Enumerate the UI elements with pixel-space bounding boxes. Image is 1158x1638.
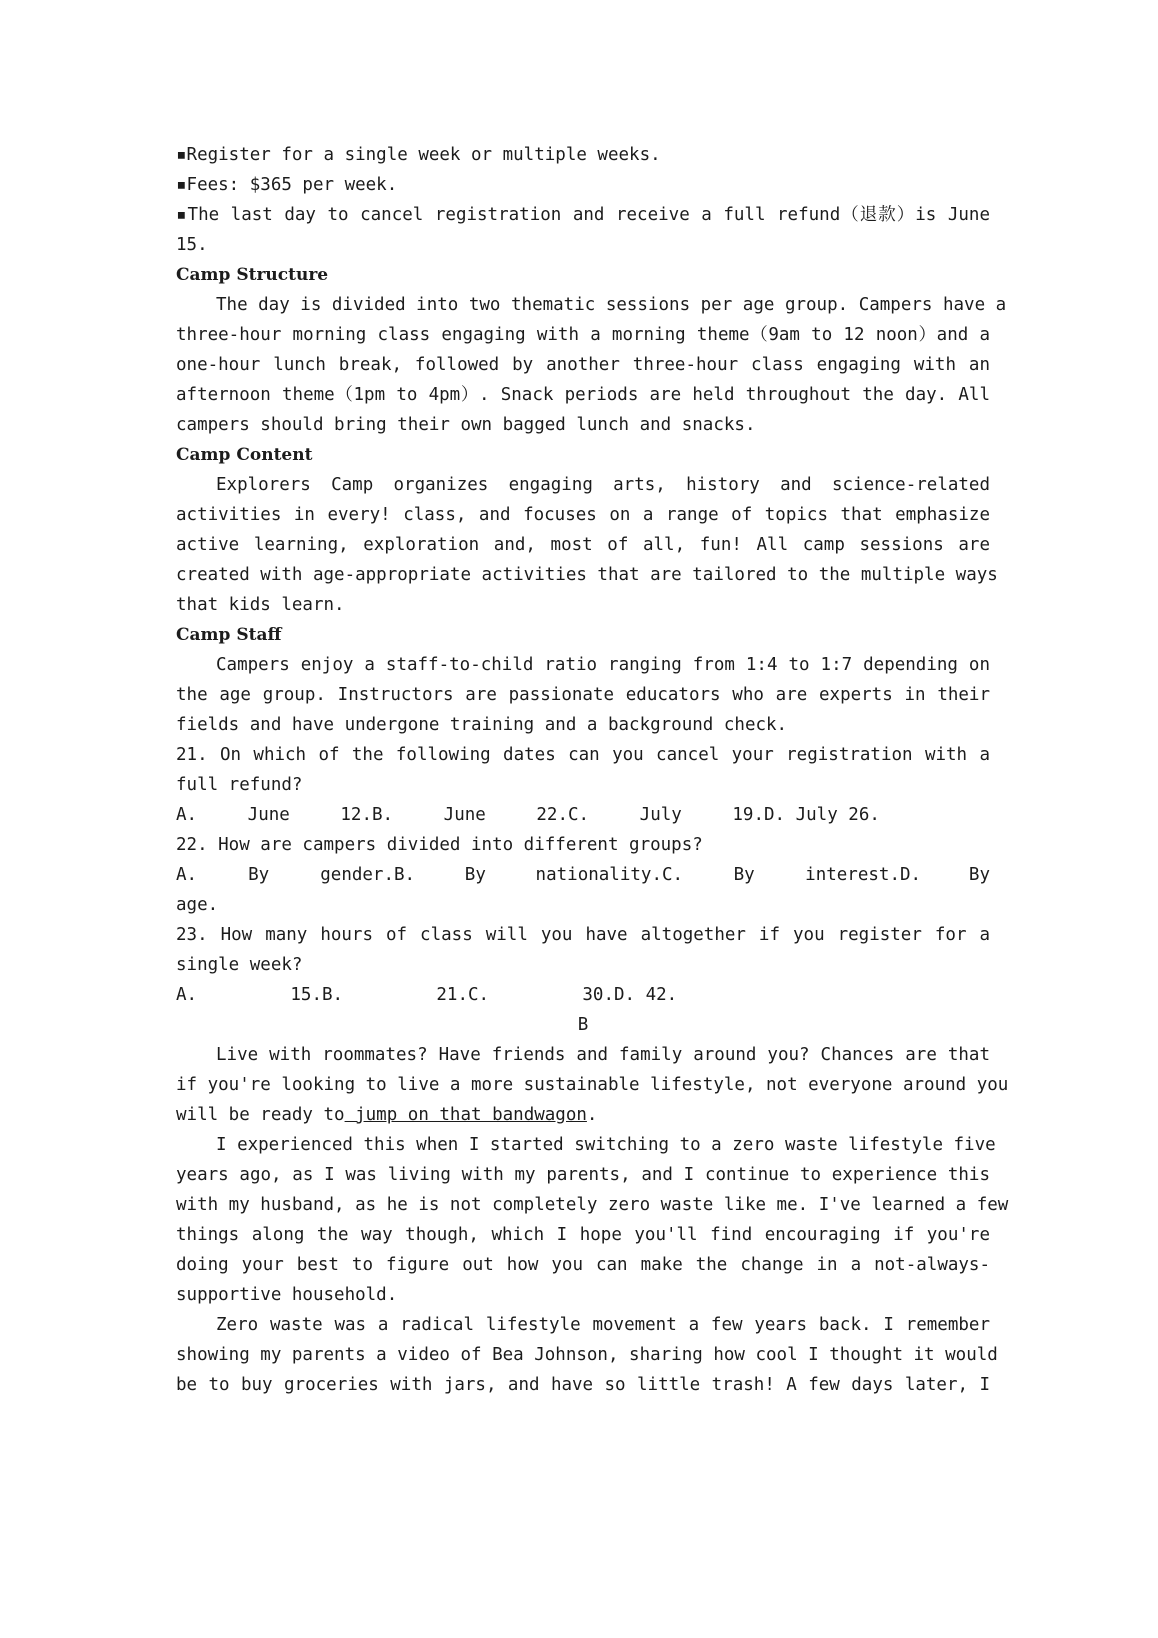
content-line: Explorers Camp organizes engaging arts, history and science-related	[216, 475, 990, 495]
option-a: A. June 12.	[176, 805, 372, 825]
option-a: A. By gender.	[176, 865, 394, 885]
passage-line: showing my parents a video of Bea Johnson, sharing how cool I thought it would	[176, 1345, 998, 1365]
question-21-options	[176, 800, 990, 830]
structure-line: The day is divided into two thematic sessions per age group. Campers have a	[216, 295, 1007, 315]
heading-camp-content: Camp Content	[176, 445, 313, 465]
option-c: C. July 19.	[568, 805, 764, 825]
passage-line: with my husband, as he is not completely zero waste like me. I've learned a few	[176, 1195, 1009, 1215]
document-page	[176, 140, 1009, 1400]
staff-line: fields and have undergone training and a background check.	[176, 715, 788, 735]
passage-line: I experienced this when I started switching to a zero waste lifestyle five	[216, 1135, 996, 1155]
option-b: B. By nationality.	[394, 865, 662, 885]
passage-line: years ago, as I was living with my parents, and I continue to experience this	[176, 1165, 990, 1185]
content-line: active learning, exploration and, most of all, fun! All camp sessions are	[176, 535, 990, 555]
staff-line: Campers enjoy a staff-to-child ratio ranging from 1:4 to 1:7 depending on	[216, 655, 990, 675]
question-21: 21. On which of the following dates can you cancel your registration with a	[176, 745, 990, 765]
heading-camp-staff: Camp Staff	[176, 625, 282, 645]
passage-line: doing your best to figure out how you can make the change in a not-always-	[176, 1255, 990, 1275]
option-c: C. 30.	[468, 985, 614, 1005]
question-22-wrap: age.	[176, 895, 219, 915]
option-d: D. 42.	[614, 985, 678, 1005]
passage-text: .	[586, 1105, 598, 1125]
content-line: created with age-appropriate activities that are tailored to the multiple ways	[176, 565, 998, 585]
passage-line-bandwagon	[176, 1100, 990, 1130]
option-d: D. July 26.	[764, 805, 880, 825]
structure-line: three-hour morning class engaging with a morning theme（9am to 12 noon）and a	[176, 325, 990, 345]
passage-line: be to buy groceries with jars, and have so little trash! A few days later, I	[176, 1375, 990, 1395]
structure-line: afternoon theme（1pm to 4pm）. Snack periods are held throughout the day. All	[176, 385, 990, 405]
passage-line: if you're looking to live a more sustainable lifestyle, not everyone around you	[176, 1075, 1009, 1095]
option-c: C. By interest.	[662, 865, 900, 885]
question-23: 23. How many hours of class will you have altogether if you register for a	[176, 925, 990, 945]
heading-camp-structure: Camp Structure	[176, 265, 329, 285]
bullet-register: ▪Register for a single week or multiple weeks.	[176, 145, 661, 165]
option-a: A. 15.	[176, 985, 322, 1005]
option-b: B. June 22.	[372, 805, 568, 825]
passage-line: Live with roommates? Have friends and family around you? Chances are that	[216, 1045, 990, 1065]
structure-line: one-hour lunch break, followed by another three-hour class engaging with an	[176, 355, 990, 375]
staff-line: the age group. Instructors are passionate educators who are experts in their	[176, 685, 990, 705]
passage-line: Zero waste was a radical lifestyle movement a few years back. I remember	[216, 1315, 990, 1335]
question-23-cont: single week?	[176, 955, 303, 975]
bullet-fees: ▪Fees: $365 per week.	[176, 175, 398, 195]
underlined-phrase: jump on that bandwagon	[344, 1105, 587, 1125]
option-d: D. By	[900, 865, 990, 885]
bullet-cancel-cont: 15.	[176, 235, 208, 255]
passage-line: supportive household.	[176, 1285, 398, 1305]
bullet-cancel: ▪The last day to cancel registration and receive a full refund（退款）is June	[176, 205, 990, 225]
question-23-options	[176, 980, 990, 1010]
passage-line: things along the way though, which I hope you'll find encouraging if you're	[176, 1225, 990, 1245]
passage-text: will be ready to	[176, 1105, 345, 1125]
question-22: 22. How are campers divided into different groups?	[176, 835, 703, 855]
structure-line: campers should bring their own bagged lunch and snacks.	[176, 415, 756, 435]
content-line: activities in every! class, and focuses on a range of topics that emphasize	[176, 505, 990, 525]
question-21-cont: full refund?	[176, 775, 303, 795]
content-line: that kids learn.	[176, 595, 345, 615]
question-22-options	[176, 860, 990, 890]
section-b-label: B	[577, 1015, 589, 1035]
option-b: B. 21.	[322, 985, 468, 1005]
